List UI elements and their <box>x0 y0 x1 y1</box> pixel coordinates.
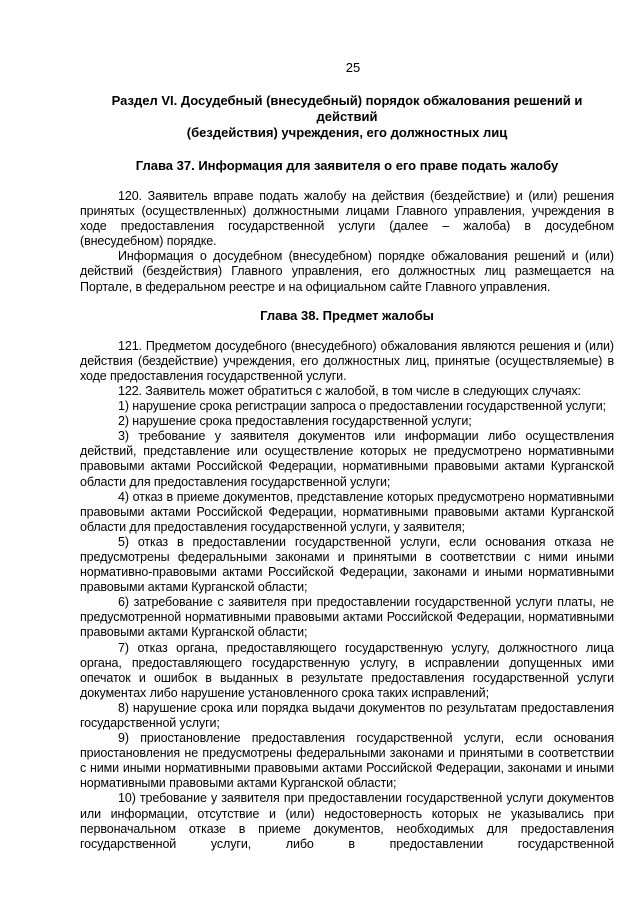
list-item-4: 4) отказ в приеме документов, представление которых предусмотрено нормативными правовыми актами Российской Федерации, нормативными правовыми актами Курганской области для предоставления государственной услуги, у заявителя; <box>80 489 614 534</box>
paragraph-122: 122. Заявитель может обратиться с жалобой, в том числе в следующих случаях: <box>118 383 581 398</box>
page-number: 25 <box>345 60 361 75</box>
list-item-6: 6) затребование с заявителя при предоставлении государственной услуги платы, не предусмотренной нормативными правовыми актами Российской Федерации, нормативными правовыми актами Курганской области; <box>80 595 614 640</box>
paragraph-121: 121. Предметом досудебного (внесудебного) обжалования являются решения и (или) действия (бездействие) учреждения, его должностных лиц, принятые (осуществляемые) в ходе предоставления государственной услуги. <box>80 338 614 383</box>
section-title-line-2: (бездействия) учреждения, его должностных лиц <box>186 125 508 140</box>
paragraph-120-info: Информация о досудебном (внесудебном) порядке обжалования решений и (или) действий (бездействия) Главного управления, его должностных лиц размещается на Портале, в федеральном реестре и на официальном сайте Главного управления. <box>80 249 614 294</box>
section-title <box>80 93 614 141</box>
list-item-1: 1) нарушение срока регистрации запроса о предоставлении государственной услуги; <box>118 399 607 414</box>
section-title-line-1: Раздел VI. Досудебный (внесудебный) порядок обжалования решений и действий <box>111 93 583 124</box>
list-item-7: 7) отказ органа, предоставляющего государственную услугу, должностного лица органа, предоставляющего государственную услугу, в исправлении допущенных ими опечаток и ошибок в выданных в результате предоставления государственной услуги документах либо нарушение установленного срока таких исправлений; <box>80 640 614 700</box>
list-item-3: 3) требование у заявителя документов или информации либо осуществления действий, представление или осуществление которых не предусмотрено нормативными правовыми актами Российской Федерации, нормативными правовыми актами Курганской области для предоставления государственной услуги; <box>80 429 614 489</box>
list-item-2: 2) нарушение срока предоставления государственной услуги; <box>118 414 472 429</box>
list-item-8: 8) нарушение срока или порядка выдачи документов по результатам предоставления государственной услуги; <box>80 700 614 730</box>
list-item-9: 9) приостановление предоставления государственной услуги, если основания приостановления не предусмотрены федеральными законами и принятыми в соответствии с ними иными нормативными правовыми актами Российской Федерации, законами и иными нормативными правовыми актами Курганской области; <box>80 731 614 791</box>
list-item-10: 10) требование у заявителя при предоставлении государственной услуги документов или информации, отсутствие и (или) недостоверность которых не указывались при первоначальном отказе в приеме документов, необходимых для предоставления государственной услуги, либо в предоставлении государственной <box>80 791 614 851</box>
chapter-37-title: Глава 37. Информация для заявителя о его праве подать жалобу <box>135 158 559 173</box>
chapter-38-title: Глава 38. Предмет жалобы <box>260 307 434 323</box>
paragraph-120: 120. Заявитель вправе подать жалобу на действия (бездействие) и (или) решения принятых (осуществленных) должностными лицами Главного управления, учреждения в ходе предоставления государственной услуги (далее – жалоба) в досудебном (внесудебном) порядке. <box>80 189 614 249</box>
list-item-5: 5) отказ в предоставлении государственной услуги, если основания отказа не предусмотрены федеральными законами и принятыми в соответствии с ними иными нормативно-правовыми актами Российской Федерации, законами и иными нормативными правовыми актами Курганской области; <box>80 534 614 595</box>
